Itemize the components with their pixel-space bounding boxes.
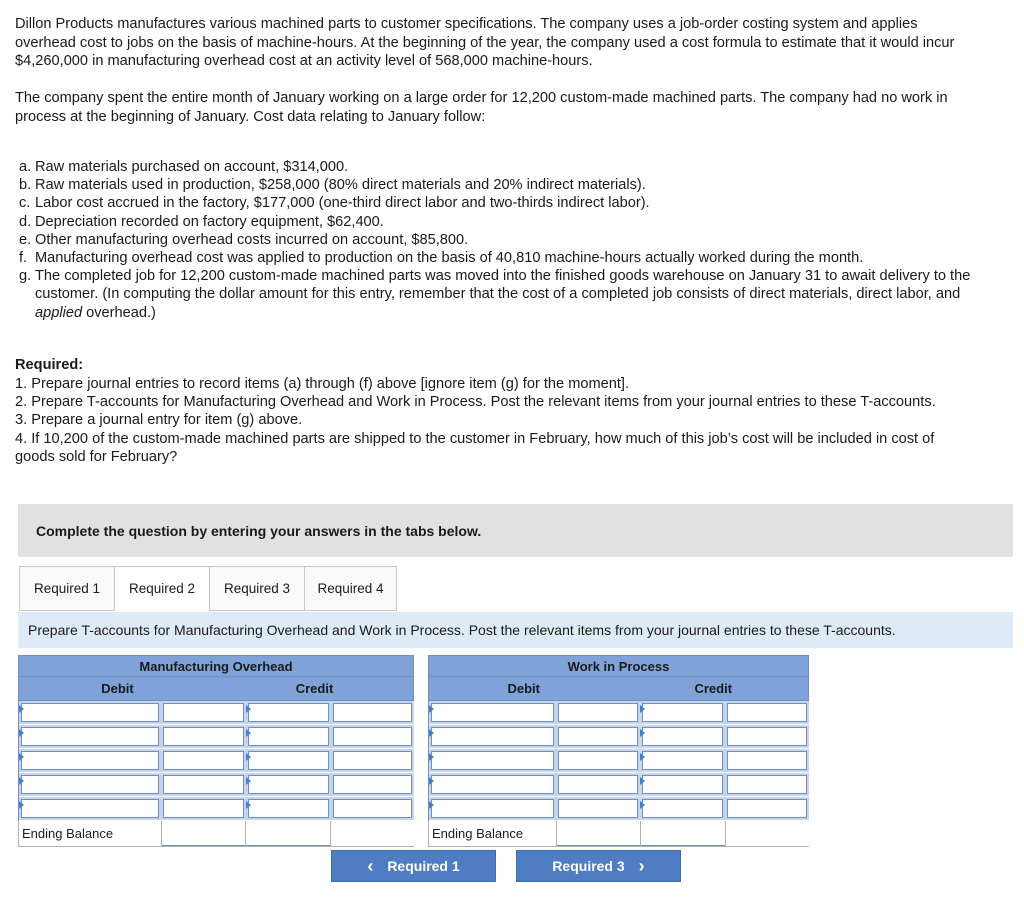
required-heading: Required: [15, 357, 84, 373]
dropdown-arrow-icon [246, 753, 251, 761]
chevron-right-icon: › [638, 855, 645, 876]
account-dropdown[interactable] [431, 799, 554, 818]
amount-input[interactable] [163, 775, 244, 794]
account-dropdown[interactable] [642, 775, 723, 794]
account-dropdown[interactable] [21, 727, 159, 746]
amount-input[interactable] [727, 727, 807, 746]
t-account-row [19, 725, 414, 749]
required-item: 1. Prepare journal entries to record items (a) through (f) above [ignore item (g) for the moment]. [15, 376, 630, 392]
account-dropdown[interactable] [248, 775, 329, 794]
debit-header: Debit [101, 681, 134, 696]
amount-input[interactable] [333, 703, 412, 722]
dropdown-arrow-icon [246, 777, 251, 785]
account-dropdown[interactable] [642, 751, 723, 770]
dropdown-arrow-icon [640, 729, 645, 737]
dropdown-arrow-icon [640, 705, 645, 713]
account-dropdown[interactable] [642, 703, 723, 722]
amount-input[interactable] [727, 775, 807, 794]
t-account-grid [18, 701, 414, 821]
t-account-row [19, 749, 414, 773]
dropdown-arrow-icon [19, 801, 24, 809]
ending-balance-row [428, 821, 809, 847]
amount-input[interactable] [163, 703, 244, 722]
amount-input[interactable] [333, 751, 412, 770]
ending-balance-input[interactable] [246, 821, 330, 846]
next-required-3-button[interactable]: Required 3 › [516, 850, 681, 882]
ending-balance-input[interactable] [641, 821, 725, 846]
tab-required-4[interactable]: Required 4 [304, 566, 397, 611]
list-item: a. Raw materials purchased on account, $314,000. [19, 159, 349, 175]
list-item: d. Depreciation recorded on factory equipment, $62,400. [19, 213, 384, 230]
required-list [15, 375, 975, 466]
debit-header: Debit [507, 681, 540, 696]
ending-balance-input[interactable] [557, 821, 640, 846]
list-item: e. Other manufacturing overhead costs incurred on account, $85,800. [19, 231, 469, 248]
dropdown-arrow-icon [19, 753, 24, 761]
t-account-row [429, 701, 809, 725]
chevron-left-icon: ‹ [367, 855, 374, 876]
required-tabs [19, 566, 396, 612]
credit-header: Credit [295, 681, 334, 696]
amount-input[interactable] [558, 751, 638, 770]
required-item: 3. Prepare a journal entry for item (g) above. [15, 412, 303, 429]
account-dropdown[interactable] [431, 703, 554, 722]
amount-input[interactable] [163, 799, 244, 818]
t-account-title: Manufacturing Overhead [18, 655, 414, 677]
t-account-row [429, 797, 809, 821]
list-item: g. The completed job for 12,200 custom-made machined parts was moved into the finished goods warehouse on January 31 to await delivery to the customer. (In computing the dollar amount for this entry, remember that the cost of a completed job consists of direct materials, direct labor, and applied overhead.) [19, 268, 971, 321]
ending-balance-input[interactable] [162, 821, 246, 846]
amount-input[interactable] [727, 703, 807, 722]
dropdown-arrow-icon [246, 705, 251, 713]
dropdown-arrow-icon [640, 801, 645, 809]
tab-required-2[interactable]: Required 2 [114, 566, 210, 611]
dropdown-arrow-icon [19, 777, 24, 785]
t-account-manufacturing-overhead [18, 655, 414, 847]
dropdown-arrow-icon [429, 753, 434, 761]
t-account-work-in-process [428, 655, 809, 847]
account-dropdown[interactable] [642, 727, 723, 746]
account-dropdown[interactable] [248, 703, 329, 722]
dropdown-arrow-icon [429, 801, 434, 809]
ending-balance-row [18, 821, 414, 847]
required-item: 4. If 10,200 of the custom-made machined parts are shipped to the customer in February, how much of this job’s cost will be included in cost of goods sold for February? [15, 430, 935, 465]
t-account-row [19, 701, 414, 725]
amount-input[interactable] [727, 751, 807, 770]
amount-input[interactable] [333, 775, 412, 794]
amount-input[interactable] [333, 799, 412, 818]
account-dropdown[interactable] [431, 727, 554, 746]
dropdown-arrow-icon [246, 729, 251, 737]
list-item: c. Labor cost accrued in the factory, $177,000 (one-third direct labor and two-thirds indirect labor). [19, 195, 650, 212]
tab-instruction: Prepare T-accounts for Manufacturing Overhead and Work in Process. Post the relevant items from your journal entries to these T-accounts. [18, 612, 1013, 648]
dropdown-arrow-icon [429, 729, 434, 737]
ending-balance-label: Ending Balance [432, 826, 524, 841]
amount-input[interactable] [163, 727, 244, 746]
ending-balance-label: Ending Balance [22, 826, 114, 841]
list-item: f. Manufacturing overhead cost was applied to production on the basis of 40,810 machine-hours actually worked during the month. [19, 250, 864, 267]
account-dropdown[interactable] [431, 751, 554, 770]
dropdown-arrow-icon [640, 753, 645, 761]
account-dropdown[interactable] [248, 727, 329, 746]
tab-required-1[interactable]: Required 1 [19, 566, 115, 611]
amount-input[interactable] [163, 751, 244, 770]
account-dropdown[interactable] [21, 775, 159, 794]
dropdown-arrow-icon [19, 729, 24, 737]
t-account-title: Work in Process [428, 655, 809, 677]
t-account-row [429, 773, 809, 797]
account-dropdown[interactable] [248, 751, 329, 770]
cost-data-list [19, 158, 979, 322]
amount-input[interactable] [727, 799, 807, 818]
tab-required-3[interactable]: Required 3 [209, 566, 305, 611]
amount-input[interactable] [333, 727, 412, 746]
credit-header: Credit [694, 681, 733, 696]
t-account-row [429, 749, 809, 773]
account-dropdown[interactable] [21, 703, 159, 722]
intro-paragraph-2: The company spent the entire month of January working on a large order for 12,200 custom-made machined parts. The company had no work in process at the beginning of January. Cost data relating to January follow: [15, 90, 948, 125]
account-dropdown[interactable] [248, 799, 329, 818]
amount-input[interactable] [558, 799, 638, 818]
amount-input[interactable] [558, 727, 638, 746]
account-dropdown[interactable] [21, 799, 159, 818]
required-item: 2. Prepare T-accounts for Manufacturing Overhead and Work in Process. Post the relevant items from your journal entries to these T-accounts. [15, 394, 936, 411]
t-account-grid [428, 701, 809, 821]
account-dropdown[interactable] [21, 751, 159, 770]
t-account-row [19, 797, 414, 821]
list-item: b. Raw materials used in production, $258,000 (80% direct materials and 20% indirect materials). [19, 177, 646, 194]
instruction-banner: Complete the question by entering your answers in the tabs below. [18, 504, 1013, 557]
dropdown-arrow-icon [429, 705, 434, 713]
dropdown-arrow-icon [19, 705, 24, 713]
amount-input[interactable] [558, 703, 638, 722]
dropdown-arrow-icon [640, 777, 645, 785]
account-dropdown[interactable] [642, 799, 723, 818]
dropdown-arrow-icon [429, 777, 434, 785]
t-account-row [429, 725, 809, 749]
account-dropdown[interactable] [431, 775, 554, 794]
amount-input[interactable] [558, 775, 638, 794]
t-account-row [19, 773, 414, 797]
intro-paragraph-1: Dillon Products manufactures various machined parts to customer specifications. The company uses a job-order costing system and applies overhead cost to jobs on the basis of machine-hours. At the beginning of the year, the company used a cost formula to estimate that it would incur $4,260,000 in manufacturing overhead cost at an activity level of 568,000 machine-hours. [15, 16, 955, 69]
prev-required-1-button[interactable]: ‹ Required 1 [331, 850, 496, 882]
dropdown-arrow-icon [246, 801, 251, 809]
